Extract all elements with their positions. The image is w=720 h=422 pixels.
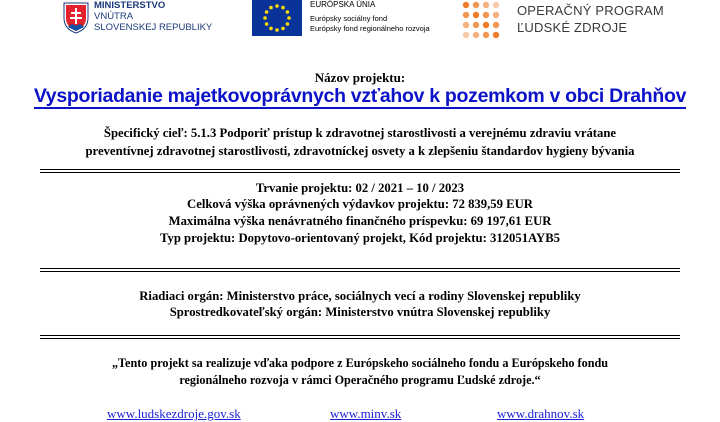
eu-title: EURÓPSKA ÚNIA (310, 0, 376, 9)
project-type-and-code: Typ projektu: Dopytovo-orientovaný projekt, Kód projektu: 312051AYB5 (159, 231, 561, 245)
total-eligible-expenditure: Celková výška oprávnených výdavkov projektu: 72 839,59 EUR (187, 197, 533, 211)
eu-logo-text (310, 0, 430, 34)
divider-middle-2 (40, 271, 680, 272)
eu-flag-icon (252, 0, 302, 36)
ministry-logo-text (94, 0, 212, 33)
link-drahnov[interactable]: www.drahnov.sk (497, 406, 585, 421)
max-grant-amount: Maximálna výška nenávratného finančného príspevku: 69 197,61 EUR (168, 214, 552, 228)
intermediate-body: Sprostredkovateľský orgán: Ministerstvo vnútra Slovenskej republiky (169, 305, 551, 319)
op-line-1: OPERAČNÝ PROGRAM (517, 3, 664, 18)
slovak-coat-of-arms-icon (63, 2, 89, 34)
link-minv[interactable]: www.minv.sk (330, 406, 402, 421)
eu-line-2: Európsky sociálny fond (310, 14, 388, 23)
divider-top-2 (40, 172, 680, 173)
divider-middle-1 (40, 268, 680, 269)
ministry-line-1: MINISTERSTVO (94, 0, 166, 11)
project-title (0, 85, 720, 108)
project-title-text: Vysporiadanie majetkovoprávnych vzťahov k pozemkom v obci Drahňov (33, 85, 687, 107)
ministry-line-2: VNÚTRA (94, 11, 134, 22)
divider-bottom-1 (40, 335, 680, 336)
project-duration: Trvanie projektu: 02 / 2021 – 10 / 2023 (255, 181, 465, 195)
funding-statement-line-1: „Tento projekt sa realizuje vďaka podpore z Európskeho sociálneho fondu a Európskeho fondu (111, 356, 609, 370)
funding-statement-line-2: regionálneho rozvoja v rámci Operačného programu Ľudské zdroje.“ (179, 373, 541, 387)
managing-authority: Riadiaci orgán: Ministerstvo práce, sociálnych vecí a rodiny Slovenskej republiky (139, 289, 581, 303)
project-name-label: Názov projektu: (314, 70, 406, 85)
ministry-line-3: SLOVENSKEJ REPUBLIKY (94, 22, 213, 33)
divider-top-1 (40, 169, 680, 170)
divider-bottom-2 (40, 338, 680, 339)
op-line-2: ĽUDSKÉ ZDROJE (517, 20, 628, 35)
specific-objective-line-2: preventívnej zdravotnej starostlivosti, zdravotníckej osvety a k zlepšeniu štandardov hygieny bývania (85, 144, 635, 158)
specific-objective-line-1: Špecifický cieľ: 5.1.3 Podporiť prístup k zdravotnej starostlivosti a verejnému zdraviu vrátane (103, 126, 617, 140)
operational-program-dots-icon (461, 0, 503, 40)
link-ludskezdroje[interactable]: www.ludskezdroje.gov.sk (107, 406, 241, 421)
operational-program-logo-text (517, 2, 664, 36)
eu-line-3: Európsky fond regionálneho rozvoja (310, 24, 430, 33)
